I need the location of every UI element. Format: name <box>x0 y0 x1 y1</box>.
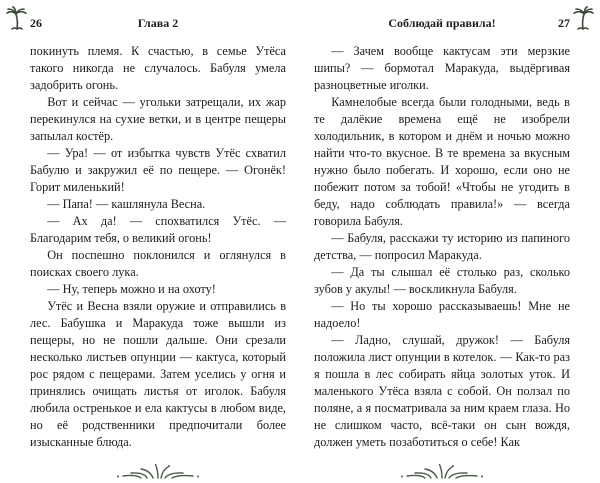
paragraph: покинуть племя. К счастью, в семье Утёса такого никогда не случалось. Бабуля умела задобрить огонь. <box>30 44 286 92</box>
paragraph: — Ну, теперь можно и на охоту! <box>47 282 216 296</box>
palm-tree-icon <box>571 5 595 31</box>
paragraph: — Ладно, слушай, дружок! — Бабуля положила лист опунции в котелок. — Как-то раз я пошла в лес собирать яйца золотых уток. И маленького Утёса взяла с собой. Он ползал по поляне, а я посматривала за ним краем глаза. Но не слишком часто, всё-таки он сын вождя, должен уметь позаботиться о себе! Как <box>314 333 570 449</box>
paragraph: — Ах да! — спохватился Утёс. — Благодарим тебя, о великий огонь! <box>30 214 286 245</box>
left-page-text <box>30 43 286 459</box>
page-number: 27 <box>558 16 570 30</box>
running-head-chapter: Глава 2 <box>137 16 179 30</box>
paragraph: — Да ты слышал её столько раз, сколько зубов у акулы! — воскликнула Бабуля. <box>314 265 570 296</box>
paragraph: Камнелобые всегда были голодными, ведь в те далёкие времена ещё не изобрели холодильник, в котором и днём и ночью можно найти что-то вкусное. В те времена за вкусным нужно было побегать. И хорошо, если оно не побежит потом за тобой! «Чтобы не угодить в беду, надо соблюдать правила!» — всегда говорила Бабуля. <box>314 95 570 228</box>
running-head-chapter: Соблюдай правила! <box>388 16 496 30</box>
paragraph: — Папа! — кашлянула Весна. <box>47 197 206 211</box>
paragraph: Утёс и Весна взяли оружие и отправились в лес. Бабушка и Маракуда тоже вышли из пещеры, но не пошли дальше. Они срезали несколько листьев опунции — кактуса, который рос рядом с пещерами. Затем уселись у огня и принялись очищать листья от иголок. Бабуля любила остренькое и ела кактусы в любом виде, но её родственники предпочитали более изысканные блюда. <box>30 299 286 449</box>
grass-ornament-icon <box>314 459 570 483</box>
paragraph: — Но ты хорошо рассказываешь! Мне не надоело! <box>314 299 570 330</box>
page-number: 26 <box>30 16 42 30</box>
right-page <box>300 0 600 483</box>
palm-tree-icon <box>5 5 29 31</box>
paragraph: Он поспешно поклонился и оглянулся в поисках своего лука. <box>30 248 286 279</box>
left-page-header <box>30 16 286 31</box>
right-page-header <box>314 16 570 31</box>
right-page-text <box>314 43 570 459</box>
paragraph: — Бабуля, расскажи ту историю из папиного детства, — попросил Маракуда. <box>314 231 570 262</box>
paragraph: — Ура! — от избытка чувств Утёс схватил Бабулю и закружил её по пещере. — Огонёк! Горит миленький! <box>30 146 286 194</box>
paragraph: Вот и сейчас — угольки затрещали, их жар перекинулся на сухие ветки, и в центре пещеры запылал костёр. <box>30 95 286 143</box>
paragraph: — Зачем вообще кактусам эти мерзкие шипы? — бормотал Маракуда, выдёргивая разноцветные иголки. <box>314 44 570 92</box>
grass-ornament-icon <box>30 459 286 483</box>
